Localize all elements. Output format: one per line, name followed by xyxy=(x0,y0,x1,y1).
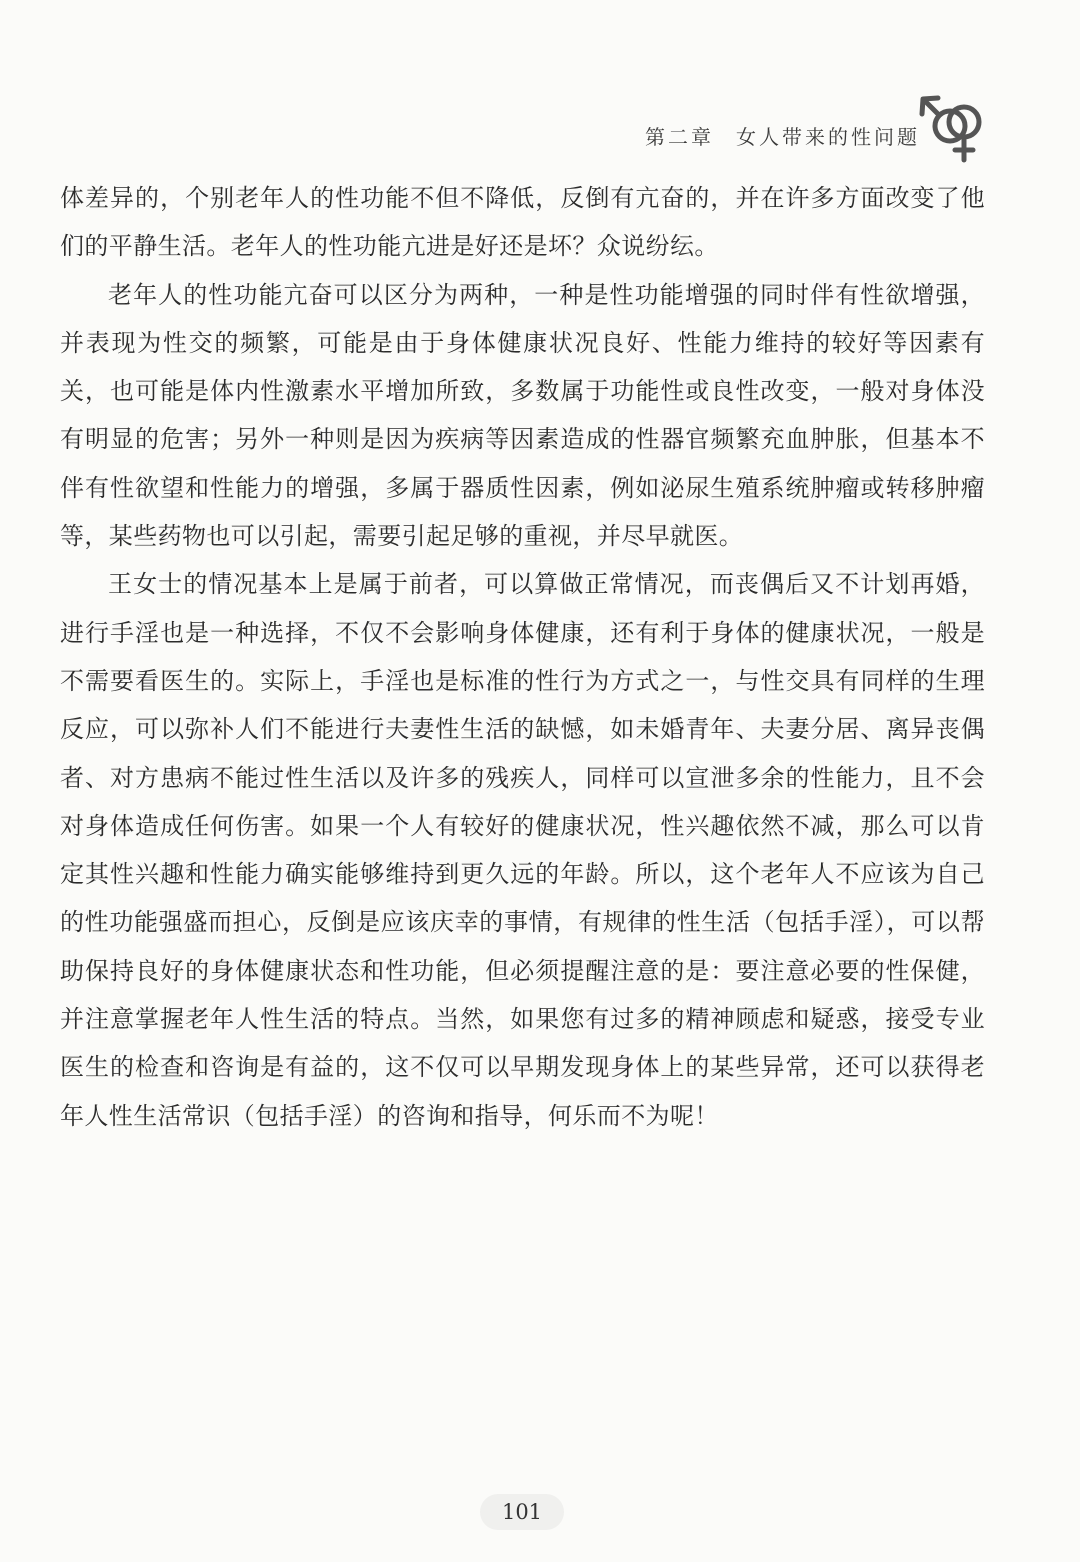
running-header xyxy=(620,118,920,152)
body-text xyxy=(60,174,985,1140)
paragraph: 王女士的情况基本上是属于前者，可以算做正常情况，而丧偶后又不计划再婚，进行手淫也是一种选择，不仅不会影响身体健康，还有利于身体的健康状况，一般是不需要看医生的。实际上，手淫也是标准的性行为方式之一，与性交具有同样的生理反应，可以弥补人们不能进行夫妻性生活的缺憾，如未婚青年、夫妻分居、离异丧偶者、对方患病不能过性生活以及许多的残疾人，同样可以宣泄多余的性能力，且不会对身体造成任何伤害。如果一个人有较好的健康状况，性兴趣依然不减，那么可以肯定其性兴趣和性能力确实能够维持到更久远的年龄。所以，这个老年人不应该为自己的性功能强盛而担心，反倒是应该庆幸的事情，有规律的性生活（包括手淫），可以帮助保持良好的身体健康状态和性功能，但必须提醒注意的是：要注意必要的性保健，并注意掌握老年人性生活的特点。当然，如果您有过多的精神顾虑和疑惑，接受专业医生的检查和咨询是有益的，这不仅可以早期发现身体上的某些异常，还可以获得老年人性生活常识（包括手淫）的咨询和指导，何乐而不为呢！ xyxy=(60,570,985,1130)
chapter-title: 女人带来的性问题 xyxy=(736,124,920,149)
paragraph: 老年人的性功能亢奋可以区分为两种，一种是性功能增强的同时伴有性欲增强，并表现为性交的频繁，可能是由于身体健康状况良好、性能力维持的较好等因素有关，也可能是体内性激素水平增加所致，多数属于功能性或良性改变，一般对身体没有明显的危害；另外一种则是因为疾病等因素造成的性器官频繁充血肿胀，但基本不伴有性欲望和性能力的增强，多属于器质性因素，例如泌尿生殖系统肿瘤或转移肿瘤等，某些药物也可以引起，需要引起足够的重视，并尽早就医。 xyxy=(60,280,985,551)
page-number: 101 xyxy=(480,1494,564,1530)
gender-symbols-icon xyxy=(916,86,994,166)
chapter-number: 第二章 xyxy=(645,124,714,149)
paragraph-continued: 体差异的，个别老年人的性功能不但不降低，反倒有亢奋的，并在许多方面改变了他们的平静生活。老年人的性功能亢进是好还是坏？众说纷纭。 xyxy=(60,184,985,261)
